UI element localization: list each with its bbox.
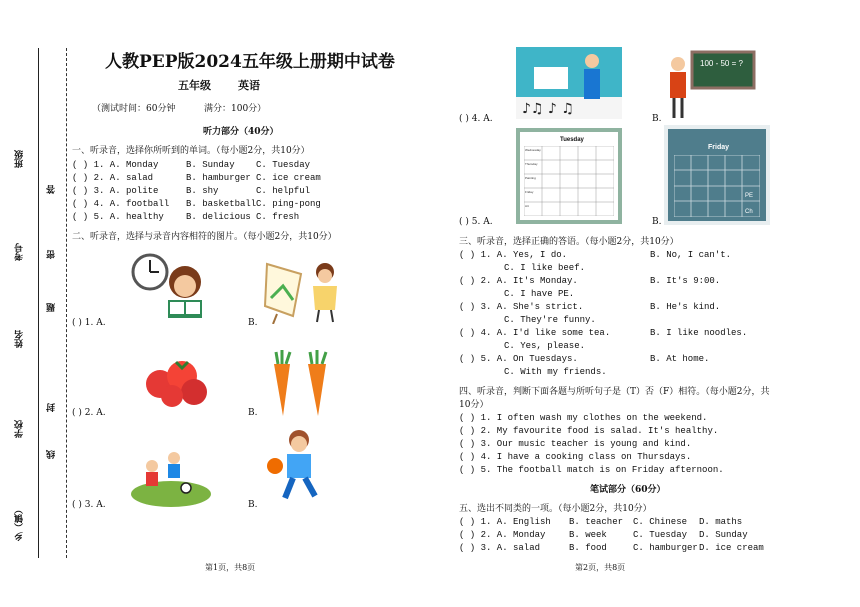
- row-label: Wednesday: [525, 148, 541, 152]
- option-c: C. ping-pong: [256, 199, 321, 209]
- option-a: ( ) 4. A. I'd like some tea.: [459, 328, 611, 338]
- row-label: Thursday: [525, 162, 538, 166]
- section-2-title: 二、听录音，选择与录音内容相符的图片。（每小题2分，共10分）: [72, 232, 337, 242]
- statement-row: ( ) 4. I have a cooking class on Thursdays.: [459, 452, 692, 462]
- option-b: B. No, I can't.: [650, 250, 732, 260]
- exam-number-label: 考号: [15, 243, 25, 261]
- section-5-title: 五、选出不同类的一项。（每小题2分，共10分）: [459, 504, 652, 514]
- calendar-title: Tuesday: [560, 137, 584, 143]
- option-d: D. Sunday: [699, 530, 748, 540]
- seal-char: 封: [47, 403, 57, 412]
- option-d: D. maths: [699, 517, 743, 527]
- calendar-title: Friday: [708, 144, 730, 151]
- option-a: ( ) 1. A. Yes, I do.: [459, 250, 568, 260]
- svg-text:♪♫ ♪ ♫: ♪♫ ♪ ♫: [522, 101, 574, 117]
- option-a: ( ) 5. A. healthy: [72, 212, 164, 222]
- q3-option-a: ( ) 3. A.: [72, 500, 106, 510]
- option-b: B. At home.: [650, 354, 710, 364]
- subject-label: 英语: [238, 79, 260, 92]
- seal-char: 线: [47, 450, 57, 459]
- football-players-picture: [130, 448, 212, 510]
- option-c: C. hamburger: [633, 543, 698, 553]
- township-label: 乡（镇）: [15, 505, 25, 541]
- cell-mark: PE: [745, 193, 754, 199]
- q1-option-a: ( ) 1. A.: [72, 318, 106, 328]
- statement-row: ( ) 2. My favourite food is salad. It's healthy.: [459, 426, 719, 436]
- row-label: Art: [525, 204, 529, 208]
- statement-row: ( ) 1. I often wash my clothes on the weekend.: [459, 413, 708, 423]
- option-a: ( ) 1. A. English: [459, 517, 551, 527]
- clock-girl-reading-picture: [130, 250, 212, 326]
- grade-label: 五年级: [178, 79, 211, 92]
- option-c: C. Tuesday: [633, 530, 688, 540]
- calendar-friday-picture: [664, 125, 770, 225]
- page-number-2: 第2页，共8页: [575, 563, 626, 572]
- school-label: 学校: [15, 420, 25, 438]
- board-text: 100 - 50 = ?: [700, 59, 743, 68]
- name-label: 姓名: [15, 330, 25, 348]
- option-b: B. I like noodles.: [650, 328, 748, 338]
- option-a: ( ) 2. A. It's Monday.: [459, 276, 578, 286]
- option-a: ( ) 4. A. football: [72, 199, 170, 209]
- option-c: C. I like beef.: [504, 263, 586, 273]
- listening-heading: 听力部分（40分）: [203, 127, 279, 137]
- option-c: C. With my friends.: [504, 367, 607, 377]
- option-b: B. food: [569, 543, 607, 553]
- boy-basketball-picture: [263, 428, 329, 508]
- music-teacher-picture: [516, 47, 622, 119]
- section-3-title: 三、听录音，选择正确的答语。（每小题2分，共10分）: [459, 237, 679, 247]
- seal-char: 题: [47, 303, 57, 312]
- girl-painting-picture: [263, 258, 343, 324]
- option-c: C. ice cream: [256, 173, 321, 183]
- option-b: B. hamburger: [186, 173, 251, 183]
- test-time: （测试时间：60分钟: [92, 104, 176, 114]
- seal-char: 答: [47, 185, 57, 194]
- calendar-tuesday-picture: [516, 128, 622, 224]
- option-b: B. delicious: [186, 212, 251, 222]
- statement-row: ( ) 3. Our music teacher is young and kind.: [459, 439, 692, 449]
- option-c: C. I have PE.: [504, 289, 575, 299]
- tomatoes-picture: [142, 350, 212, 408]
- seal-char: 密: [47, 250, 57, 259]
- writing-heading: 笔试部分（60分）: [590, 485, 666, 495]
- option-c: C. fresh: [256, 212, 300, 222]
- option-b: B. Sunday: [186, 160, 235, 170]
- option-a: ( ) 3. A. polite: [72, 186, 159, 196]
- option-c: C. helpful: [256, 186, 311, 196]
- q2-option-a: ( ) 2. A.: [72, 408, 106, 418]
- option-c: C. Tuesday: [256, 160, 311, 170]
- option-b: B. week: [569, 530, 607, 540]
- option-a: ( ) 1. A. Monday: [72, 160, 159, 170]
- row-label: Painting: [525, 176, 536, 180]
- math-teacher-picture: [664, 50, 756, 120]
- class-label: 班级: [15, 150, 25, 168]
- option-c: C. They're funny.: [504, 315, 596, 325]
- option-a: ( ) 3. A. She's strict.: [459, 302, 584, 312]
- q4-option-b: B.: [652, 114, 662, 124]
- q3-option-b: B.: [248, 500, 258, 510]
- section-4-title-cont: 10分）: [459, 400, 489, 410]
- option-a: ( ) 2. A. Monday: [459, 530, 546, 540]
- option-c: C. Chinese: [633, 517, 688, 527]
- binding-line: [38, 48, 39, 558]
- q5-option-a: ( ) 5. A.: [459, 217, 493, 227]
- option-b: B. basketball: [186, 199, 257, 209]
- carrots-picture: [268, 350, 338, 418]
- exam-title: 人教PEP版2024五年级上册期中试卷: [105, 52, 395, 72]
- page-number-1: 第1页，共8页: [205, 563, 256, 572]
- option-b: B. It's 9:00.: [650, 276, 721, 286]
- q2-option-b: B.: [248, 408, 258, 418]
- seal-dashed-line: [66, 48, 67, 558]
- option-a: ( ) 2. A. salad: [72, 173, 154, 183]
- section-4-title: 四、听录音，判断下面各题与所听句子是（T）否（F）相符。（每小题2分，共: [459, 387, 770, 397]
- option-c: C. Yes, please.: [504, 341, 586, 351]
- cell-mark: Ch: [745, 209, 753, 215]
- statement-row: ( ) 5. The football match is on Friday afternoon.: [459, 465, 724, 475]
- q4-option-a: ( ) 4. A.: [459, 114, 493, 124]
- option-a: ( ) 3. A. salad: [459, 543, 541, 553]
- option-b: B. teacher: [569, 517, 624, 527]
- q1-option-b: B.: [248, 318, 258, 328]
- option-b: B. He's kind.: [650, 302, 721, 312]
- q5-option-b: B.: [652, 217, 662, 227]
- option-b: B. shy: [186, 186, 219, 196]
- section-1-title: 一、听录音，选择你所听到的单词。（每小题2分，共10分）: [72, 146, 310, 156]
- row-label: Friday: [525, 190, 534, 194]
- option-a: ( ) 5. A. On Tuesdays.: [459, 354, 578, 364]
- option-d: D. ice cream: [699, 543, 764, 553]
- total-score: 满分：100分）: [204, 104, 267, 114]
